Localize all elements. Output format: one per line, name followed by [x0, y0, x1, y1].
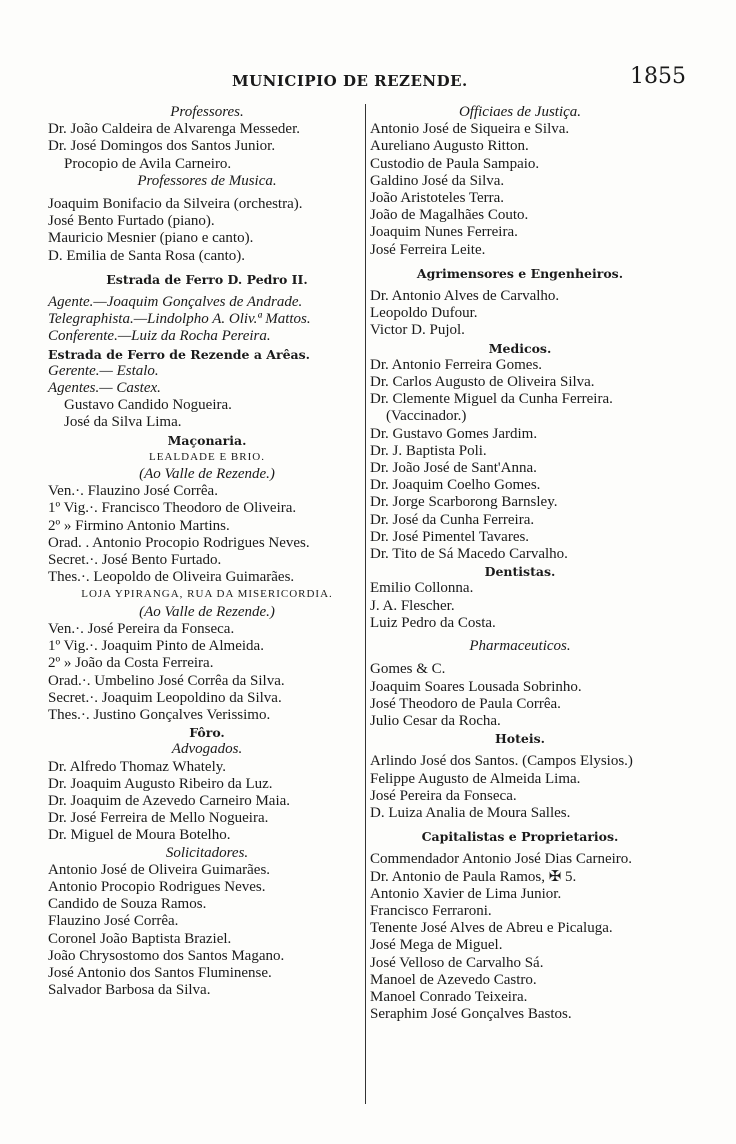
list-item: Dr. Gustavo Gomes Jardim.: [370, 425, 538, 442]
list-item: José Pereira da Fonseca.: [370, 787, 517, 804]
list-item: Agente.—Joaquim Gonçalves de Andrade.: [48, 294, 303, 311]
left-column: [48, 104, 366, 999]
section-heading-professores: Professores.: [170, 104, 244, 120]
list-item: Joaquim Nunes Ferreira.: [370, 224, 518, 241]
list-item: Dr. José da Cunha Ferreira.: [370, 511, 535, 528]
list-item: Julio Cesar da Rocha.: [370, 712, 501, 729]
list-item: Orad.·. Umbelino José Corrêa da Silva.: [48, 672, 285, 689]
list-item: Antonio José de Oliveira Guimarães.: [48, 861, 271, 878]
subheading-solicitadores: Solicitadores.: [165, 844, 249, 861]
list-item: Secret.·. José Bento Furtado.: [48, 552, 222, 569]
subheading-valle: (Ao Valle de Rezende.): [139, 603, 275, 620]
right-column: [370, 104, 670, 1023]
list-item: Emilio Collonna.: [370, 580, 474, 597]
list-item: Dr. Clemente Miguel da Cunha Ferreira.: [370, 391, 613, 408]
list-item: Dr. Antonio Alves de Carvalho.: [370, 288, 560, 305]
section-heading-musica: Professores de Musica.: [137, 172, 277, 189]
list-item: Tenente José Alves de Abreu e Picaluga.: [370, 920, 613, 937]
list-item: Dr. Antonio de Paula Ramos, ✠ 5.: [370, 868, 577, 885]
list-item: Conferente.—Luiz da Rocha Pereira.: [48, 328, 271, 345]
list-item: Flauzino José Corrêa.: [48, 913, 179, 930]
list-item: Victor D. Pujol.: [370, 322, 465, 339]
list-item: Aureliano Augusto Ritton.: [370, 138, 529, 155]
list-item: Thes.·. Leopoldo de Oliveira Guimarães.: [48, 569, 295, 586]
page-title: MUNICIPIO DE REZENDE.: [232, 72, 468, 90]
list-item: Luiz Pedro da Costa.: [370, 614, 496, 631]
list-item: Orad. . Antonio Procopio Rodrigues Neves.: [48, 534, 310, 551]
list-item: Dr. Jorge Scarborong Barnsley.: [370, 494, 558, 511]
list-item: Manoel de Azevedo Castro.: [370, 971, 537, 988]
list-item: José Theodoro de Paula Corrêa.: [370, 695, 561, 712]
list-item: Galdino José da Silva.: [370, 172, 505, 189]
section-heading-agrimensores: Agrimensores e Engenheiros.: [416, 265, 624, 281]
list-item: Antonio Xavier de Lima Junior.: [370, 885, 562, 902]
list-item: Commendador Antonio José Dias Carneiro.: [370, 851, 633, 868]
list-item: José Velloso de Carvalho Sá.: [370, 954, 544, 971]
list-item: 1º Vig.·. Francisco Theodoro de Oliveira.: [48, 500, 297, 517]
list-item: Custodio de Paula Sampaio.: [370, 155, 540, 172]
list-item: José Bento Furtado (piano).: [48, 213, 215, 230]
list-item: José da Silva Lima.: [64, 414, 182, 431]
list-item: Dr. José Ferreira de Mello Nogueira.: [48, 810, 269, 827]
list-item: José Mega de Miguel.: [370, 937, 503, 954]
list-item: Dr. José Pimentel Tavares.: [370, 528, 530, 545]
list-item: Felippe Augusto de Almeida Lima.: [370, 770, 581, 787]
list-item: Dr. Alfredo Thomaz Whately.: [48, 758, 227, 775]
section-heading-medicos: Medicos.: [488, 340, 552, 356]
list-item: Dr. Joaquim Augusto Ribeiro da Luz.: [48, 775, 273, 792]
list-item: Dr. João Caldeira de Alvarenga Messeder.: [48, 121, 301, 138]
list-item: Antonio José de Siqueira e Silva.: [370, 121, 570, 138]
list-item: Dr. Tito de Sá Macedo Carvalho.: [370, 546, 568, 563]
list-item: José Ferreira Leite.: [370, 241, 486, 258]
section-heading-dentistas: Dentistas.: [484, 564, 556, 580]
section-heading-pharmaceuticos: Pharmaceuticos.: [469, 638, 571, 655]
list-item: Ven.·. José Pereira da Fonseca.: [48, 620, 235, 637]
list-item: João Aristoteles Terra.: [370, 190, 505, 207]
list-item: Dr. Joaquim Coelho Gomes.: [370, 477, 541, 494]
list-item: Telegraphista.—Lindolpho A. Oliv.ª Mattos.: [48, 311, 311, 328]
list-item: João de Magalhães Couto.: [370, 207, 529, 224]
list-item: Dr. João José de Sant'Anna.: [370, 460, 537, 477]
list-item: D. Emilia de Santa Rosa (canto).: [48, 247, 246, 264]
list-item: Mauricio Mesnier (piano e canto).: [48, 230, 254, 247]
list-item: (Vaccinador.): [386, 408, 467, 425]
list-item: Gerente.— Estalo.: [48, 362, 159, 379]
section-heading-officiaes: Officiaes de Justiça.: [458, 104, 582, 120]
list-item: Dr. Joaquim de Azevedo Carneiro Maia.: [48, 792, 291, 809]
list-item: Agentes.— Castex.: [48, 380, 161, 397]
list-item: 2º » João da Costa Ferreira.: [48, 655, 214, 672]
list-item: Gustavo Candido Nogueira.: [64, 397, 232, 414]
list-item: Salvador Barbosa da Silva.: [48, 982, 211, 999]
subheading-lealdade: LEALDADE E BRIO.: [149, 450, 265, 463]
section-heading-foro: Fôro.: [189, 725, 225, 741]
list-item: Dr. Carlos Augusto de Oliveira Silva.: [370, 374, 595, 391]
list-item: D. Luiza Analia de Moura Salles.: [370, 804, 571, 821]
list-item: Dr. Miguel de Moura Botelho.: [48, 827, 231, 844]
list-item: J. A. Flescher.: [370, 597, 455, 614]
list-item: Arlindo José dos Santos. (Campos Elysios.): [370, 753, 633, 770]
list-item: Manoel Conrado Teixeira.: [370, 988, 528, 1005]
list-item: Secret.·. Joaquim Leopoldino da Silva.: [48, 689, 282, 706]
subheading-advogados: Advogados.: [171, 741, 243, 758]
list-item: Francisco Ferraroni.: [370, 902, 492, 919]
list-item: 2º » Firmino Antonio Martins.: [48, 517, 230, 534]
list-item: Joaquim Bonifacio da Silveira (orchestra).: [48, 196, 303, 213]
section-heading-capitalistas: Capitalistas e Proprietarios.: [421, 829, 619, 845]
section-heading-pedro: Estrada de Ferro D. Pedro II.: [106, 271, 308, 287]
subheading-valle: (Ao Valle de Rezende.): [139, 466, 275, 483]
list-item: Dr. Antonio Ferreira Gomes.: [370, 356, 543, 373]
list-item: Candido de Souza Ramos.: [48, 896, 207, 913]
list-item: Dr. José Domingos dos Santos Junior.: [48, 138, 276, 155]
list-item: Joaquim Soares Lousada Sobrinho.: [370, 678, 582, 695]
list-item: Gomes & C.: [370, 661, 446, 678]
list-item: Seraphim José Gonçalves Bastos.: [370, 1006, 572, 1023]
list-item: Ven.·. Flauzino José Corrêa.: [48, 483, 218, 500]
list-item: José Antonio dos Santos Fluminense.: [48, 964, 272, 981]
section-heading-hoteis: Hoteis.: [494, 731, 545, 747]
page-header: [50, 64, 690, 98]
list-item: Leopoldo Dufour.: [370, 305, 478, 322]
list-item: Procopio de Avila Carneiro.: [64, 155, 232, 172]
section-heading-areas: Estrada de Ferro de Rezende a Arêas.: [48, 346, 311, 362]
list-item: Dr. J. Baptista Poli.: [370, 442, 487, 459]
subheading-ypiranga: LOJA YPIRANGA, RUA DA MISERICORDIA.: [81, 588, 333, 601]
list-item: Coronel João Baptista Braziel.: [48, 930, 232, 947]
list-item: Thes.·. Justino Gonçalves Verissimo.: [48, 706, 271, 723]
list-item: Antonio Procopio Rodrigues Neves.: [48, 878, 266, 895]
list-item: 1º Vig.·. Joaquim Pinto de Almeida.: [48, 638, 264, 655]
page-number: 1855: [630, 64, 686, 89]
section-heading-maconaria: Maçonaria.: [167, 432, 247, 448]
list-item: João Chrysostomo dos Santos Magano.: [48, 947, 285, 964]
